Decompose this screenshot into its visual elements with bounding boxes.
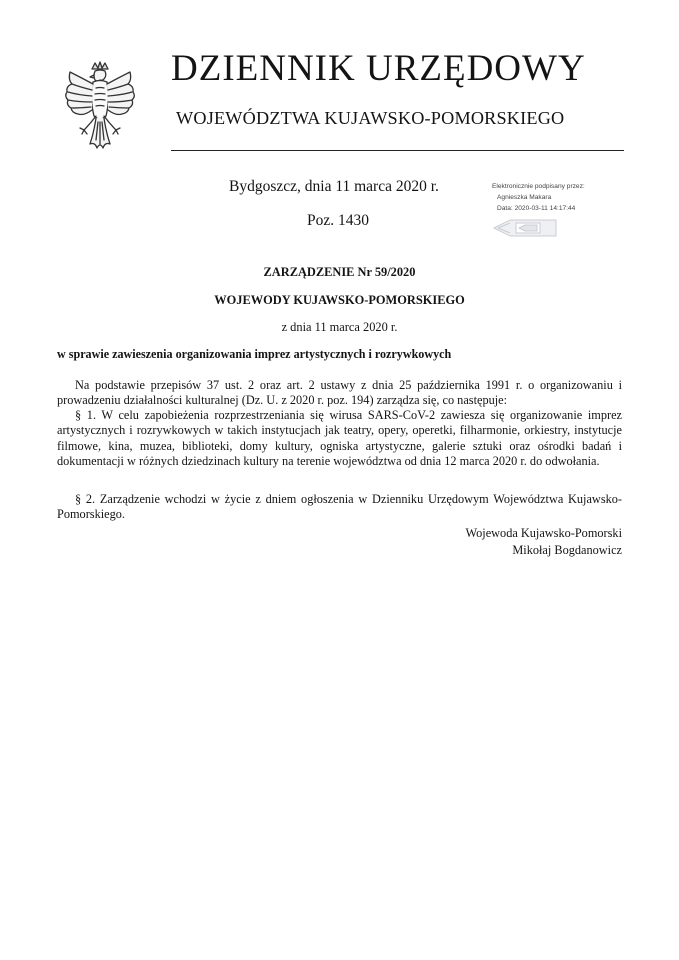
signatory-name: Mikołaj Bogdanowicz [512, 542, 622, 557]
polish-eagle-emblem-icon [60, 60, 140, 160]
section-2-paragraph: § 2. Zarządzenie wchodzi w życie z dniem ogłoszenia w Dzienniku Urzędowym Województwa Kujawsko-Pomorskiego. [57, 492, 622, 522]
document-issuer: WOJEWODY KUJAWSKO-POMORSKIEGO [214, 293, 465, 307]
signature-signer: Agnieszka Makara [497, 193, 552, 201]
position-number: Poz. 1430 [307, 212, 369, 229]
signature-verification-icon [492, 218, 558, 238]
journal-subtitle: WOJEWÓDZTWA KUJAWSKO-POMORSKIEGO [176, 108, 565, 128]
section-1-paragraph: § 1. W celu zapobieżenia rozprzestrzeniania się wirusa SARS-CoV-2 zawiesza się organizowanie imprez artystycznych i rozrywkowych w takich instytucjach jak teatry, opery, operetki, filharmonie, orkiestry, instytucje filmowe, kina, muzea, biblioteki, domy kultury, ogniska artystyczne, galerie sztuki oraz ośrodki badań i dokumentacji w różnych dziedzinach kultury na terenie województwa od dnia 12 marca 2020 r. do odwołania. [57, 408, 622, 469]
signature-label: Elektronicznie podpisany przez: [492, 183, 585, 190]
signatory-role: Wojewoda Kujawsko-Pomorski [465, 526, 622, 540]
document-subject: w sprawie zawieszenia organizowania imprez artystycznych i rozrywkowych [57, 347, 452, 361]
legal-basis-paragraph: Na podstawie przepisów 37 ust. 2 oraz art. 2 ustawy z dnia 25 października 1991 r. o organizowaniu i prowadzeniu działalności kulturalnej (Dz. U. z 2020 r. poz. 194) zarządza się, co następuje: [57, 378, 622, 408]
journal-title: DZIENNIK URZĘDOWY [171, 48, 586, 89]
electronic-signature-stamp [492, 182, 632, 244]
signatory-block [400, 525, 622, 558]
document-title: ZARZĄDZENIE Nr 59/2020 [263, 265, 416, 279]
signature-date: Data: 2020-03-11 14:17:44 [497, 204, 576, 212]
header-divider [171, 150, 624, 151]
place-date: Bydgoszcz, dnia 11 marca 2020 r. [229, 178, 439, 195]
document-date: z dnia 11 marca 2020 r. [281, 320, 398, 334]
